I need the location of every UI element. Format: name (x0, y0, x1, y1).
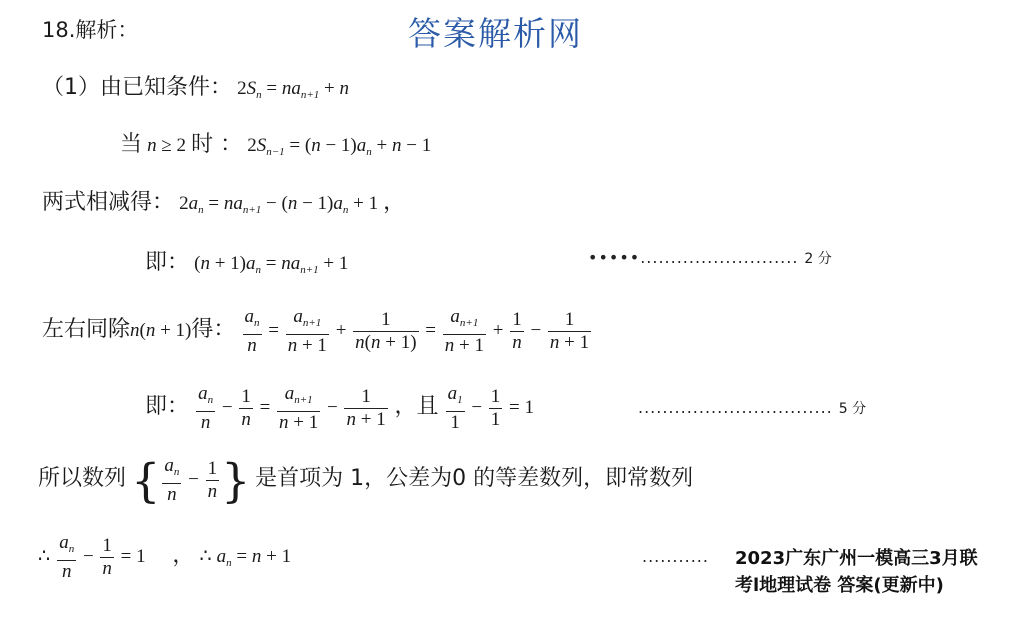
line-label: 两式相减得： (42, 190, 175, 215)
footer-note (735, 545, 978, 599)
leader-dots: •••••.......................... (588, 248, 799, 267)
formula-initial: $\frac{a_1}{1}$ − $\frac{1}{1}$ = 1 (447, 383, 534, 433)
line-label: 即： (145, 250, 190, 275)
condition-n: n ≥ 2 (147, 135, 187, 156)
score-label: 5 分 (838, 401, 867, 417)
line-rewritten (145, 383, 534, 434)
line-pre: 所以数列 (38, 465, 127, 491)
line-subtract (42, 185, 405, 216)
watermark-text: 答案解析网 (408, 14, 583, 53)
score-label: 2 分 (804, 251, 832, 267)
footer-note-line2: 考l地理试卷 答案(更新中) (735, 575, 944, 596)
leader-dots-final: ........... (642, 547, 709, 566)
line-sep: ， (172, 542, 195, 568)
line-simplified (145, 245, 348, 276)
footer-note-line1: 2023广东广州一模高三3月联 (735, 548, 978, 569)
formula-divided: $\frac{a_n}{n}$ = $\frac{a_{n+1}}{n + 1}$ + $\frac{1}{n(n + 1)}$ = $\frac{a_{n+1}}{n + 1}$ + $\frac{1}{n}$ − $\frac{1}{n + 1}$ (244, 306, 590, 356)
line-given-condition (42, 70, 349, 101)
formula-final-rel: $\frac{a_n}{n}$ − $\frac{1}{n}$ = 1 (59, 532, 151, 582)
formula-simplified: $(n + 1)a_n = na_{n+1} + 1$ (194, 253, 349, 276)
line-divide (42, 306, 593, 357)
formula-result: $a_n = n + 1$ (216, 545, 292, 569)
line-label-post: 时 ： (191, 132, 243, 157)
line-post: 是首项为 1，公差为0 的等差数列，即常数列 (255, 465, 694, 491)
formula-rewritten: $\frac{a_n}{n}$ − $\frac{1}{n}$ = $\frac{a_{n+1}}{n + 1}$ − $\frac{1}{n + 1}$ (198, 383, 386, 433)
line-label-post: 得： (191, 316, 236, 342)
line-label: 即： (145, 393, 190, 419)
line-conclusion (38, 455, 693, 506)
line-label: （1）由已知条件： (42, 75, 232, 100)
leader-dots: ................................ (638, 398, 833, 417)
score-marker-5 (638, 398, 866, 418)
line-shifted-relation (120, 127, 431, 158)
sequence-expression: { $\frac{a_n}{n}$ − $\frac{1}{n}$ } (131, 453, 251, 508)
therefore-symbol: ∴ (199, 545, 212, 567)
formula-shifted: $2S_{n-1} = (n - 1)a_n + n - 1$ (247, 135, 432, 158)
divisor: n(n + 1) (130, 319, 192, 341)
line-tail: ， (383, 190, 406, 215)
formula-difference: $2a_n = na_{n+1} - (n - 1)a_n + 1$ (179, 193, 379, 216)
problem-title: 18.解析： (42, 18, 139, 42)
line-mid: ，且 (394, 393, 439, 419)
therefore-symbol: ∴ (38, 545, 51, 567)
line-final (38, 532, 291, 583)
line-label-pre: 左右同除 (42, 316, 131, 342)
formula-sum-relation: $2S_n = na_{n+1} + n$ (237, 78, 349, 101)
score-marker-2 (588, 248, 832, 268)
line-label-pre: 当 (120, 132, 143, 157)
